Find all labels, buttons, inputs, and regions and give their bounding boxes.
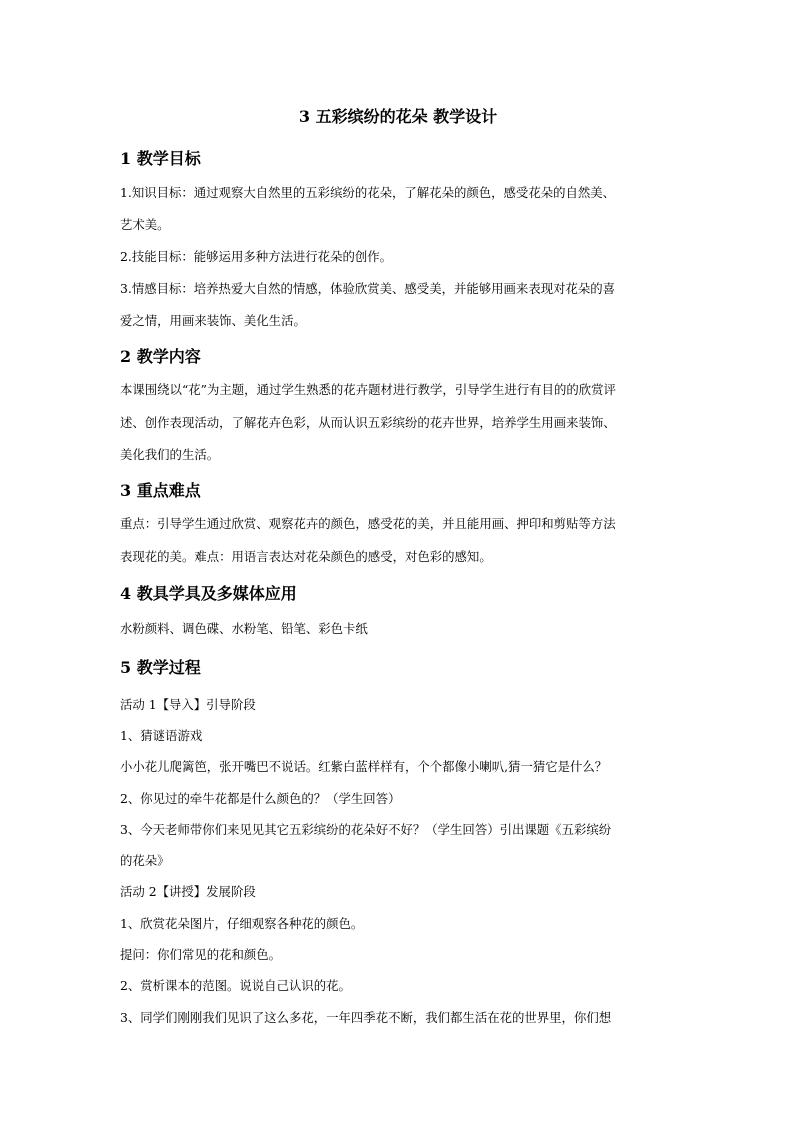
paragraph-line: 小小花儿爬篱笆，张开嘴巴不说话。红紫白蓝样样有，个个都像小喇叭,猜一猜它是什么？ [120,759,608,774]
paragraph-line: 1、猜谜语游戏 [120,728,203,743]
paragraph-line: 2、赏析课本的范图。说说自己认识的花。 [120,978,351,993]
paragraph-line: 提问：你们常见的花和颜色。 [120,947,282,962]
paragraph-line: 水粉颜料、调色碟、水粉笔、铅笔、彩色卡纸 [120,621,368,636]
paragraph-line: 2.技能目标：能够运用多种方法进行花朵的创作。 [120,249,393,264]
paragraph-line: 的花朵》 [120,853,170,868]
heading-teaching-aids: 4 教具学具及多媒体应用 [120,584,297,603]
paragraph-line: 1、欣赏花朵图片，仔细观察各种花的颜色。 [120,916,364,931]
heading-teaching-process: 5 教学过程 [120,658,201,677]
paragraph-line: 本课围绕以“花”为主题，通过学生熟悉的花卉题材进行教学，引导学生进行有目的的欣赏评 [120,382,616,397]
heading-teaching-content: 2 教学内容 [120,347,201,366]
document-title: 3 五彩缤纷的花朵 教学设计 [298,107,498,126]
paragraph-line: 3、同学们刚刚我们见识了这么多花，一年四季花不断，我们都生活在花的世界里，你们想 [120,1010,612,1025]
heading-key-points: 3 重点难点 [120,481,201,500]
paragraph-line: 艺术美。 [120,217,170,232]
paragraph-line: 2、你见过的牵牛花都是什么颜色的？（学生回答） [120,791,401,806]
paragraph-line: 3、今天老师带你们来见见其它五彩缤纷的花朵好不好？（学生回答）引出课题《五彩缤纷 [120,822,612,837]
paragraph-line: 3.情感目标：培养热爱大自然的情感，体验欣赏美、感受美，并能够用画来表现对花朵的喜 [120,281,616,296]
paragraph-line: 1.知识目标：通过观察大自然里的五彩缤纷的花朵，了解花朵的颜色，感受花朵的自然美、 [120,185,616,200]
paragraph-line: 美化我们的生活。 [120,447,220,462]
paragraph-line: 述、创作表现活动，了解花卉色彩，从而认识五彩缤纷的花卉世界，培养学生用画来装饰、 [120,415,616,430]
heading-teaching-goals: 1 教学目标 [120,149,201,168]
paragraph-line: 重点：引导学生通过欣赏、观察花卉的颜色，感受花的美，并且能用画、押印和剪贴等方法 [120,516,616,531]
paragraph-line: 表现花的美。难点：用语言表达对花朵颜色的感受，对色彩的感知。 [120,549,492,564]
paragraph-line: 活动 1【导入】引导阶段 [120,697,256,712]
paragraph-line: 爱之情，用画来装饰、美化生活。 [120,313,306,328]
paragraph-line: 活动 2【讲授】发展阶段 [120,884,256,899]
